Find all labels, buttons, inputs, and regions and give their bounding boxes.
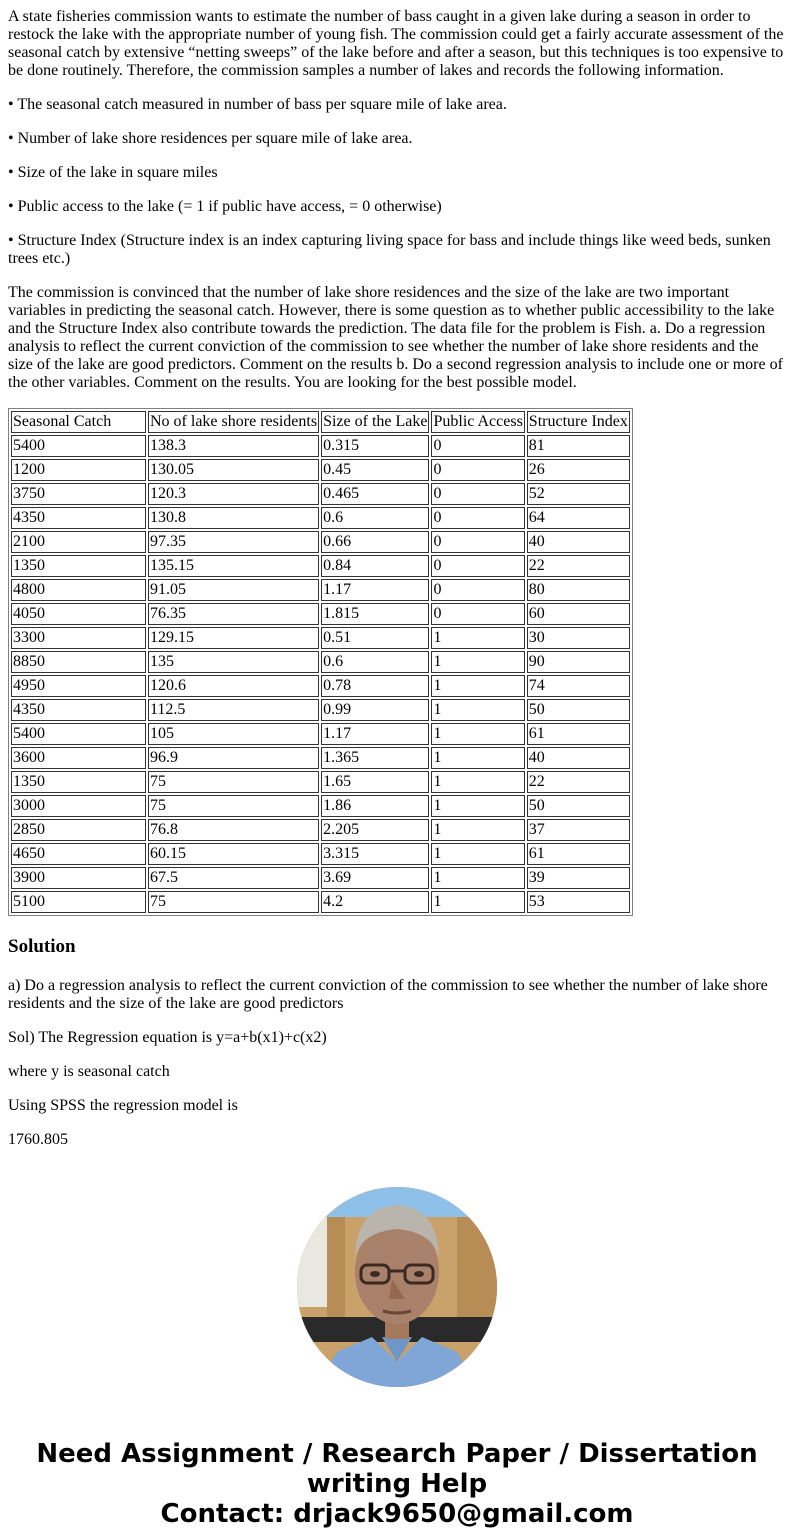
avatar — [297, 1187, 497, 1387]
table-row — [11, 579, 630, 601]
cell-public-access: 1 — [431, 795, 524, 817]
cell-seasonal-catch: 4350 — [11, 699, 146, 721]
cell-residents: 120.6 — [148, 675, 319, 697]
bullet-seasonal-catch: • The seasonal catch measured in number of bass per square mile of lake area. — [8, 96, 507, 113]
cell-seasonal-catch: 1200 — [11, 459, 146, 481]
cell-seasonal-catch: 4050 — [11, 603, 146, 625]
question-intro: A state fisheries commission wants to estimate the number of bass caught in a given lake during a season in order to restock the lake with the appropriate number of young fish. The commission could get a fairly accurate assessment of the seasonal catch by extensive “netting sweeps” of the lake before and after a season, but this techniques is too expensive to be done routinely. Therefore, the commission samples a number of lakes and records the following information. — [8, 8, 784, 79]
cell-seasonal-catch: 4650 — [11, 843, 146, 865]
cell-public-access: 0 — [431, 579, 524, 601]
table-row — [11, 747, 630, 769]
cell-seasonal-catch: 8850 — [11, 651, 146, 673]
solution-part-a: a) Do a regression analysis to reflect the current conviction of the commission to see whether the number of lake shore residents and the size of the lake are good predictors — [8, 977, 768, 1012]
cell-lake-size: 0.51 — [321, 627, 429, 649]
promo-banner — [8, 1439, 786, 1529]
cell-public-access: 1 — [431, 651, 524, 673]
cell-public-access: 0 — [431, 435, 524, 457]
cell-seasonal-catch: 5400 — [11, 435, 146, 457]
cell-structure-index: 74 — [527, 675, 630, 697]
cell-lake-size: 1.365 — [321, 747, 429, 769]
cell-residents: 135.15 — [148, 555, 319, 577]
cell-lake-size: 0.66 — [321, 531, 429, 553]
bullet-lake-size: • Size of the lake in square miles — [8, 164, 218, 181]
bullet-structure-index: • Structure Index (Structure index is an index capturing living space for bass and include things like weed beds, sunken trees etc.) — [8, 232, 771, 267]
cell-structure-index: 40 — [527, 531, 630, 553]
person-portrait-icon — [297, 1187, 497, 1387]
cell-public-access: 1 — [431, 843, 524, 865]
cell-residents: 97.35 — [148, 531, 319, 553]
cell-residents: 105 — [148, 723, 319, 745]
cell-public-access: 0 — [431, 531, 524, 553]
cell-residents: 67.5 — [148, 867, 319, 889]
question-body: The commission is convinced that the number of lake shore residences and the size of the lake are two important variables in predicting the seasonal catch. However, there is some question as to whether public accessibility to the lake and the Structure Index also contribute towards the prediction. The data file for the problem is Fish. a. Do a regression analysis to reflect the current conviction of the commission to see whether the number of lake shore residents and the size of the lake are good predictors. Comment on the results b. Do a second regression analysis to include one or more of the other variables. Comment on the results. You are looking for the best possible model. — [8, 284, 783, 391]
cell-public-access: 0 — [431, 555, 524, 577]
cell-lake-size: 0.84 — [321, 555, 429, 577]
cell-structure-index: 61 — [527, 843, 630, 865]
cell-public-access: 1 — [431, 867, 524, 889]
cell-lake-size: 4.2 — [321, 891, 429, 913]
bullet-residences: • Number of lake shore residences per square mile of lake area. — [8, 130, 413, 147]
table-row — [11, 699, 630, 721]
cell-lake-size: 2.205 — [321, 819, 429, 841]
cell-lake-size: 0.78 — [321, 675, 429, 697]
table-row — [11, 819, 630, 841]
cell-public-access: 0 — [431, 483, 524, 505]
cell-structure-index: 30 — [527, 627, 630, 649]
cell-lake-size: 1.17 — [321, 579, 429, 601]
table-row — [11, 483, 630, 505]
table-row — [11, 507, 630, 529]
cell-residents: 138.3 — [148, 435, 319, 457]
cell-lake-size: 0.315 — [321, 435, 429, 457]
cell-residents: 91.05 — [148, 579, 319, 601]
cell-structure-index: 80 — [527, 579, 630, 601]
cell-residents: 75 — [148, 771, 319, 793]
cell-residents: 96.9 — [148, 747, 319, 769]
cell-structure-index: 50 — [527, 795, 630, 817]
cell-lake-size: 0.99 — [321, 699, 429, 721]
table-row — [11, 531, 630, 553]
cell-residents: 135 — [148, 651, 319, 673]
cell-public-access: 0 — [431, 603, 524, 625]
solution-heading: Solution — [8, 936, 76, 957]
cell-lake-size: 3.315 — [321, 843, 429, 865]
cell-structure-index: 60 — [527, 603, 630, 625]
header-lake-size: Size of the Lake — [321, 411, 429, 433]
cell-seasonal-catch: 3300 — [11, 627, 146, 649]
cell-seasonal-catch: 3900 — [11, 867, 146, 889]
cell-seasonal-catch: 2100 — [11, 531, 146, 553]
table-row — [11, 651, 630, 673]
cell-lake-size: 1.17 — [321, 723, 429, 745]
cell-structure-index: 22 — [527, 555, 630, 577]
cell-structure-index: 61 — [527, 723, 630, 745]
cell-structure-index: 26 — [527, 459, 630, 481]
promo-contact: Contact: drjack9650@gmail.com — [160, 1499, 634, 1529]
cell-lake-size: 1.65 — [321, 771, 429, 793]
cell-lake-size: 0.6 — [321, 651, 429, 673]
table-row — [11, 555, 630, 577]
cell-seasonal-catch: 3750 — [11, 483, 146, 505]
header-public-access: Public Access — [431, 411, 524, 433]
table-row — [11, 771, 630, 793]
cell-public-access: 1 — [431, 819, 524, 841]
header-residents: No of lake shore residents — [148, 411, 319, 433]
table-row — [11, 675, 630, 697]
solution-spss-note: Using SPSS the regression model is — [8, 1097, 238, 1114]
cell-public-access: 1 — [431, 627, 524, 649]
table-row — [11, 627, 630, 649]
cell-seasonal-catch: 1350 — [11, 555, 146, 577]
cell-structure-index: 40 — [527, 747, 630, 769]
cell-seasonal-catch: 4350 — [11, 507, 146, 529]
cell-seasonal-catch: 1350 — [11, 771, 146, 793]
cell-lake-size: 1.815 — [321, 603, 429, 625]
cell-public-access: 1 — [431, 747, 524, 769]
table-row — [11, 891, 630, 913]
table-row — [11, 459, 630, 481]
cell-public-access: 1 — [431, 723, 524, 745]
cell-seasonal-catch: 2850 — [11, 819, 146, 841]
cell-structure-index: 50 — [527, 699, 630, 721]
table-header-row — [11, 411, 630, 433]
cell-lake-size: 0.6 — [321, 507, 429, 529]
header-structure-index: Structure Index — [527, 411, 630, 433]
promo-headline: Need Assignment / Research Paper / Dissertation writing Help — [36, 1439, 758, 1499]
cell-structure-index: 81 — [527, 435, 630, 457]
cell-residents: 75 — [148, 891, 319, 913]
cell-seasonal-catch: 5100 — [11, 891, 146, 913]
cell-residents: 60.15 — [148, 843, 319, 865]
cell-structure-index: 22 — [527, 771, 630, 793]
solution-equation: Sol) The Regression equation is y=a+b(x1)+c(x2) — [8, 1029, 327, 1046]
cell-structure-index: 64 — [527, 507, 630, 529]
solution-variable-def: where y is seasonal catch — [8, 1063, 170, 1080]
cell-residents: 75 — [148, 795, 319, 817]
table-row — [11, 843, 630, 865]
table-row — [11, 723, 630, 745]
cell-public-access: 0 — [431, 459, 524, 481]
cell-residents: 129.15 — [148, 627, 319, 649]
cell-public-access: 0 — [431, 507, 524, 529]
header-seasonal-catch: Seasonal Catch — [11, 411, 146, 433]
bullet-public-access: • Public access to the lake (= 1 if public have access, = 0 otherwise) — [8, 198, 442, 215]
cell-seasonal-catch: 3000 — [11, 795, 146, 817]
cell-structure-index: 37 — [527, 819, 630, 841]
cell-public-access: 1 — [431, 891, 524, 913]
cell-seasonal-catch: 5400 — [11, 723, 146, 745]
solution-value: 1760.805 — [8, 1131, 68, 1148]
cell-residents: 120.3 — [148, 483, 319, 505]
table-row — [11, 795, 630, 817]
cell-lake-size: 3.69 — [321, 867, 429, 889]
cell-seasonal-catch: 4950 — [11, 675, 146, 697]
cell-lake-size: 1.86 — [321, 795, 429, 817]
cell-seasonal-catch: 3600 — [11, 747, 146, 769]
fish-data-table — [8, 408, 633, 916]
cell-residents: 130.05 — [148, 459, 319, 481]
cell-structure-index: 39 — [527, 867, 630, 889]
cell-residents: 76.8 — [148, 819, 319, 841]
cell-seasonal-catch: 4800 — [11, 579, 146, 601]
table-row — [11, 435, 630, 457]
table-row — [11, 603, 630, 625]
table-row — [11, 867, 630, 889]
cell-residents: 112.5 — [148, 699, 319, 721]
cell-public-access: 1 — [431, 699, 524, 721]
cell-structure-index: 53 — [527, 891, 630, 913]
avatar-container — [8, 1187, 786, 1387]
cell-public-access: 1 — [431, 675, 524, 697]
cell-residents: 76.35 — [148, 603, 319, 625]
cell-structure-index: 90 — [527, 651, 630, 673]
cell-public-access: 1 — [431, 771, 524, 793]
cell-structure-index: 52 — [527, 483, 630, 505]
cell-lake-size: 0.465 — [321, 483, 429, 505]
cell-lake-size: 0.45 — [321, 459, 429, 481]
cell-residents: 130.8 — [148, 507, 319, 529]
